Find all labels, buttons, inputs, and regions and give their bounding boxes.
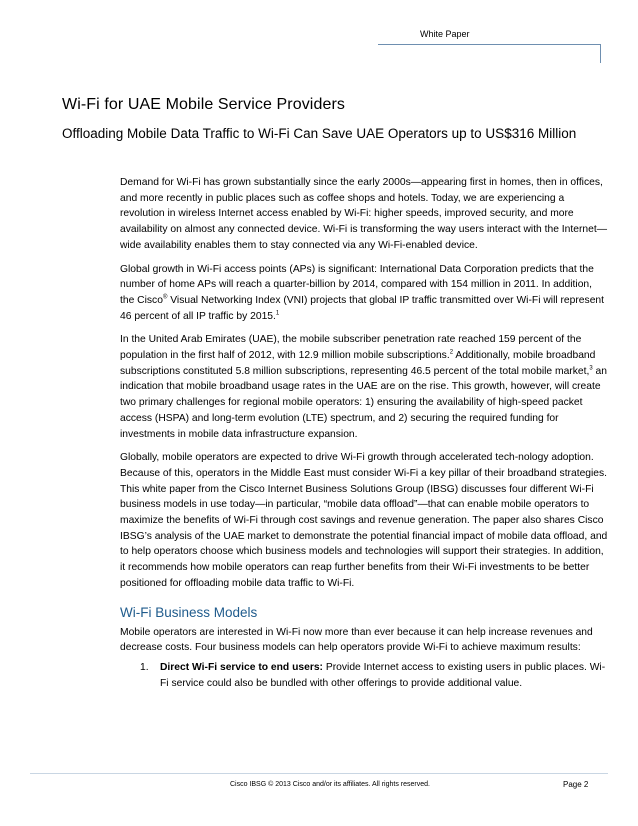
body-text xyxy=(120,175,608,691)
paragraph-3 xyxy=(120,332,608,442)
paragraph-2 xyxy=(120,262,608,325)
paragraph-4: Globally, mobile operators are expected to drive Wi-Fi growth through accelerated tech-nology adoption. Because of this, operators in the Middle East must consider Wi-Fi a key pillar of their broadband strategies. This white paper from the Cisco Internet Business Solutions Group (IBSG) discusses four different Wi-Fi business models in use today—in particular, “mobile data offload”—that can enable mobile operators to maximize the benefits of Wi-Fi through cost savings and revenue generation. The paper also shares Cisco IBSG’s analysis of the UAE market to demonstrate the potential financial impact of mobile data offload, and to help operators choose which business models and technologies will support their strategies. In addition, it recommends how mobile operators can reap further benefits from their Wi-Fi investments to be better positioned for offloading mobile data traffic to Wi-Fi. xyxy=(120,452,608,589)
page-title: Wi-Fi for UAE Mobile Service Providers xyxy=(62,96,345,113)
section-intro: Mobile operators are interested in Wi-Fi now more than ever because it can help increase revenues and decrease costs. Four business models can help operators provide Wi-Fi to achieve maximum results: xyxy=(120,626,593,654)
list-item xyxy=(120,660,608,691)
list-item-number: 1. xyxy=(140,661,149,673)
footer-rule xyxy=(30,773,608,774)
footer-copyright: Cisco IBSG © 2013 Cisco and/or its affiliates. All rights reserved. xyxy=(230,781,430,788)
list-item-lead: Direct Wi-Fi service to end users: xyxy=(160,661,323,673)
paragraph-1: Demand for Wi-Fi has grown substantially since the early 2000s—appearing first in homes, then in offices, and more recently in public places such as coffee shops and hotels. Today, we are experiencing a revolution in wireless Internet access enabled by Wi-Fi: higher speeds, improved security, and more availability on almost any connected device. Wi-Fi is transforming the way users interact with the Internet—wide availability enables them to stay connected via any Wi-Fi-enabled device. xyxy=(120,177,608,251)
paragraph-3-text-c: an indication that mobile broadband usage rates in the UAE are on the rise. This growth, however, will create two primary challenges for regional mobile operators: 1) ensuring the availability of high-speed packet access (HSPA) and long-term evolution (LTE) spectrum, and 2) securing the required funding for investments in mobile data infrastructure expansion. xyxy=(120,365,607,440)
paragraph-2-text-b: Visual Networking Index (VNI) projects that global IP traffic transmitted over Wi-Fi will represent 46 percent of all IP traffic by 2015. xyxy=(120,294,605,322)
paragraph-3-text-b: Additionally, mobile broadband subscriptions constituted 5.8 million subscriptions, representing 46.5 percent of the total mobile market, xyxy=(120,350,596,377)
list-item-text: Provide Internet access to existing users in public places. Wi-Fi service could also be bundled with other offerings to provide additional value. xyxy=(160,661,606,689)
paragraph-3-text-a: In the United Arab Emirates (UAE), the mobile subscriber penetration rate reached 159 percent of the population in the first half of 2012, with 12.9 million mobile subscriptions. xyxy=(120,334,582,362)
registered-mark: ® xyxy=(162,294,168,301)
page-subtitle: Offloading Mobile Data Traffic to Wi-Fi Can Save UAE Operators up to US$316 Million xyxy=(62,126,577,141)
page-number: Page 2 xyxy=(563,780,589,789)
footnote-ref-1[interactable]: 1 xyxy=(275,310,280,317)
footnote-ref-2[interactable]: 2 xyxy=(449,349,454,356)
footnote-ref-3[interactable]: 3 xyxy=(589,365,593,372)
header-vertical-rule xyxy=(600,44,601,63)
paragraph-2-text-a: Global growth in Wi-Fi access points (APs) is significant: International Data Corporation predicts that the number of home APs will reach a quarter-billion by 2014, compared with 154 million in 2011. In addition, the Cisco xyxy=(120,263,594,306)
section-heading: Wi-Fi Business Models xyxy=(120,604,258,620)
header-rule xyxy=(378,44,601,45)
header-label: White Paper xyxy=(420,29,470,39)
business-models-list xyxy=(120,660,608,691)
